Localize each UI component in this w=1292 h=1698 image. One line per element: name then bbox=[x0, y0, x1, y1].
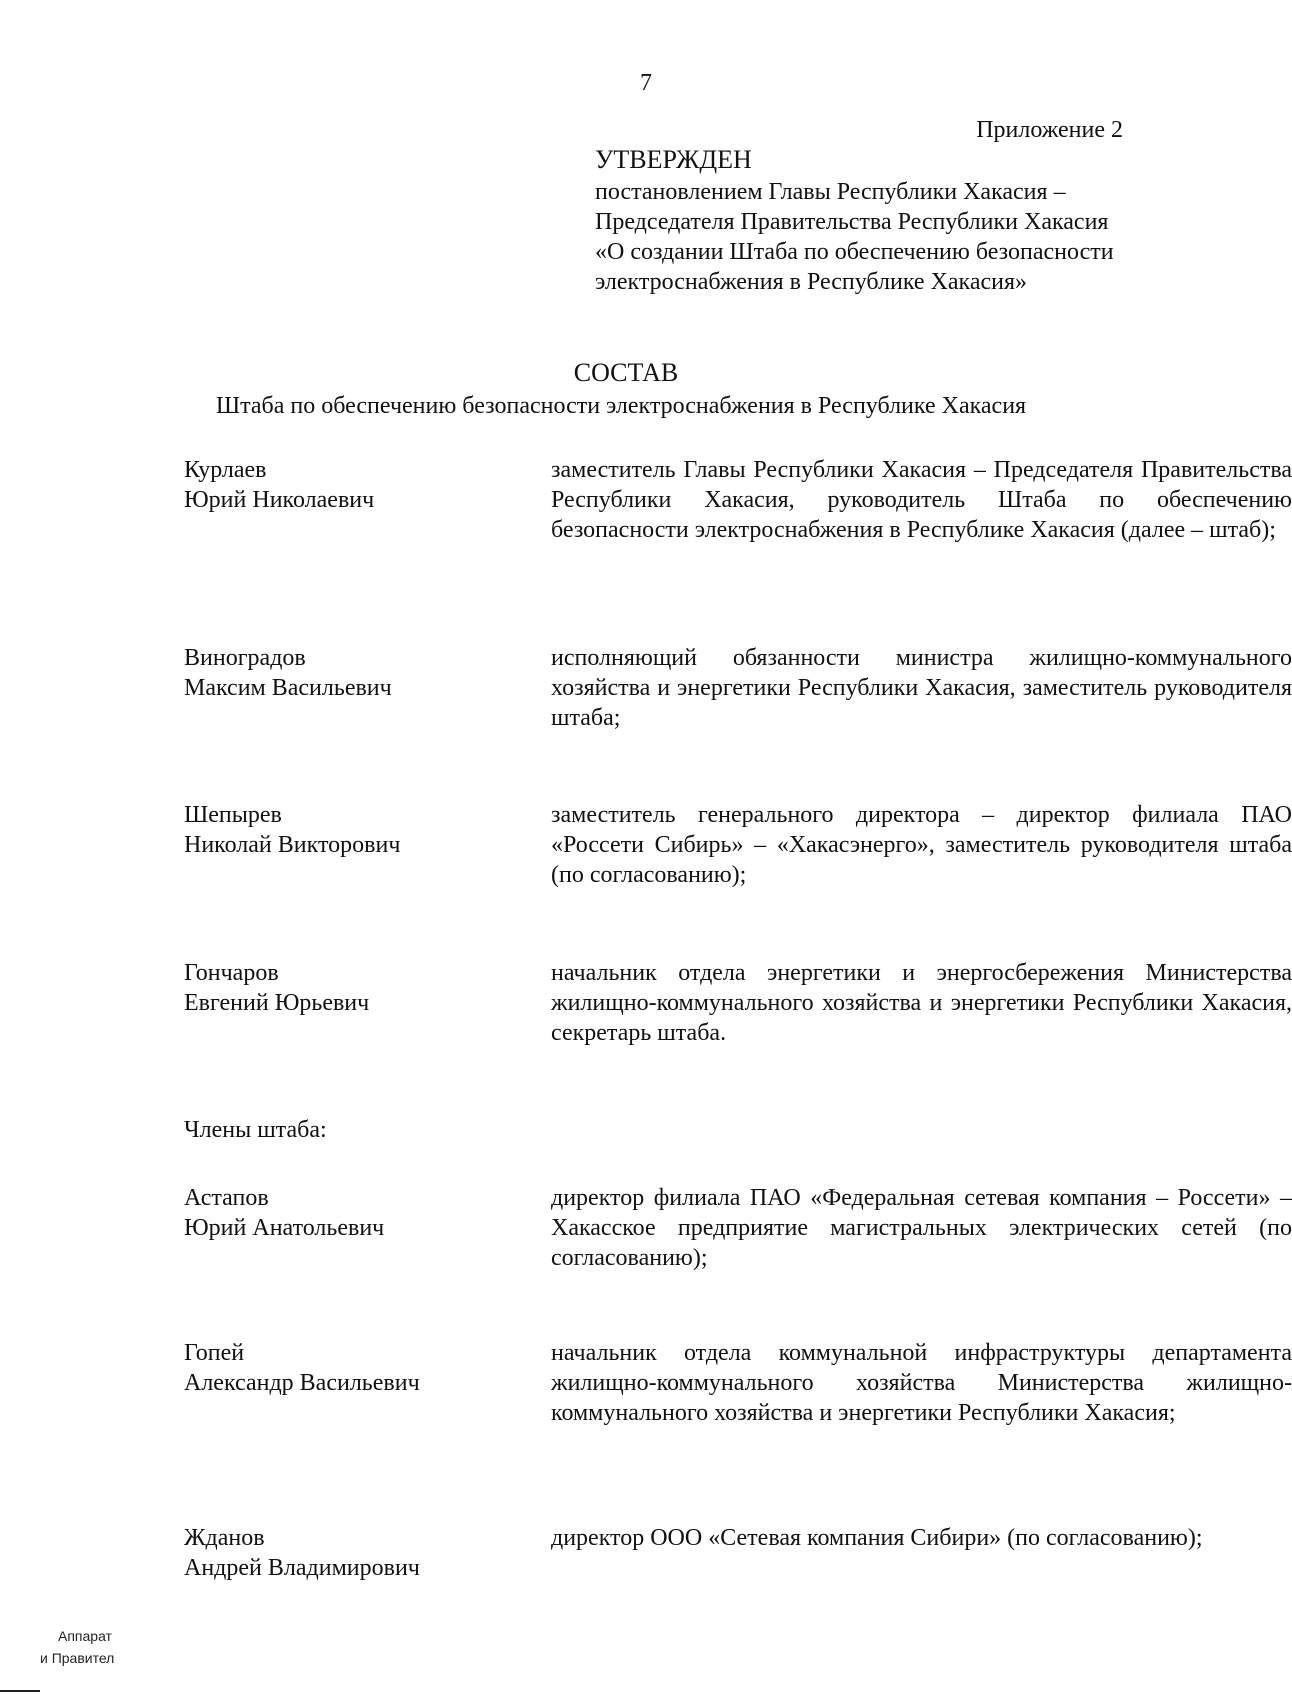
member-role: заместитель генерального директора – директор филиала ПАО «Россети Сибирь» – «Хакасэнерго», заместитель руководителя штаба (по согласованию); bbox=[551, 802, 1292, 888]
member-given-name: Андрей Владимирович bbox=[184, 1555, 420, 1581]
appendix-label: Приложение 2 bbox=[976, 117, 1123, 143]
member-name bbox=[184, 1183, 524, 1243]
member-role: начальник отдела энергетики и энергосбережения Министерства жилищно-коммунального хозяйства и энергетики Республики Хакасия, секретарь штаба. bbox=[551, 960, 1292, 1046]
member-surname: Виноградов bbox=[184, 645, 306, 671]
document-subtitle: Штаба по обеспечению безопасности электроснабжения в Республике Хакасия bbox=[215, 393, 1027, 419]
members-section-label: Члены штаба: bbox=[184, 1117, 327, 1143]
document-title: СОСТАВ bbox=[573, 358, 679, 387]
member-role: начальник отдела коммунальной инфраструктуры департамента жилищно-коммунального хозяйства Министерства жилищно-коммунального хозяйства и энергетики Республики Хакасия; bbox=[551, 1340, 1292, 1426]
member-role: заместитель Главы Республики Хакасия – Председателя Правительства Республики Хакасия, руководитель Штаба по обеспечению безопасности электроснабжения в Республике Хакасия (далее – штаб); bbox=[551, 457, 1292, 543]
member-given-name: Максим Васильевич bbox=[184, 675, 392, 701]
page-number: 7 bbox=[640, 70, 652, 96]
member-surname: Астапов bbox=[184, 1185, 269, 1211]
member-name bbox=[184, 643, 524, 703]
member-given-name: Александр Васильевич bbox=[184, 1370, 420, 1396]
member-given-name: Юрий Анатольевич bbox=[184, 1215, 385, 1241]
member-name bbox=[184, 1338, 524, 1398]
office-stamp bbox=[40, 1625, 114, 1669]
approval-title: УТВЕРЖДЕН bbox=[595, 145, 752, 174]
scan-edge-mark bbox=[0, 1690, 40, 1692]
member-role: директор филиала ПАО «Федеральная сетевая компания – Россети» – Хакасское предприятие магистральных электрических сетей (по согласованию); bbox=[551, 1185, 1292, 1271]
member-name bbox=[184, 455, 524, 515]
member-surname: Гончаров bbox=[184, 960, 279, 986]
document-heading bbox=[0, 358, 1200, 421]
member-surname: Жданов bbox=[184, 1525, 265, 1551]
member-name bbox=[184, 958, 524, 1018]
member-role: директор ООО «Сетевая компания Сибири» (по согласованию); bbox=[551, 1525, 1203, 1551]
member-given-name: Николай Викторович bbox=[184, 832, 401, 858]
stamp-line: Аппарат bbox=[58, 1628, 112, 1644]
member-surname: Шепырев bbox=[184, 802, 282, 828]
member-name bbox=[184, 800, 524, 860]
member-given-name: Евгений Юрьевич bbox=[184, 990, 370, 1016]
member-given-name: Юрий Николаевич bbox=[184, 487, 375, 513]
member-surname: Гопей bbox=[184, 1340, 245, 1366]
approval-text: постановлением Главы Республики Хакасия – Председателя Правительства Республики Хакасия «О создании Штаба по обеспечению безопасности электроснабжения в Республике Хакасия» bbox=[595, 179, 1114, 295]
member-role: исполняющий обязанности министра жилищно-коммунального хозяйства и энергетики Республики Хакасия, заместитель руководителя штаба; bbox=[551, 645, 1292, 731]
member-surname: Курлаев bbox=[184, 457, 267, 483]
approval-block bbox=[595, 145, 1125, 297]
member-name bbox=[184, 1523, 524, 1583]
stamp-line: и Правител bbox=[40, 1650, 115, 1666]
